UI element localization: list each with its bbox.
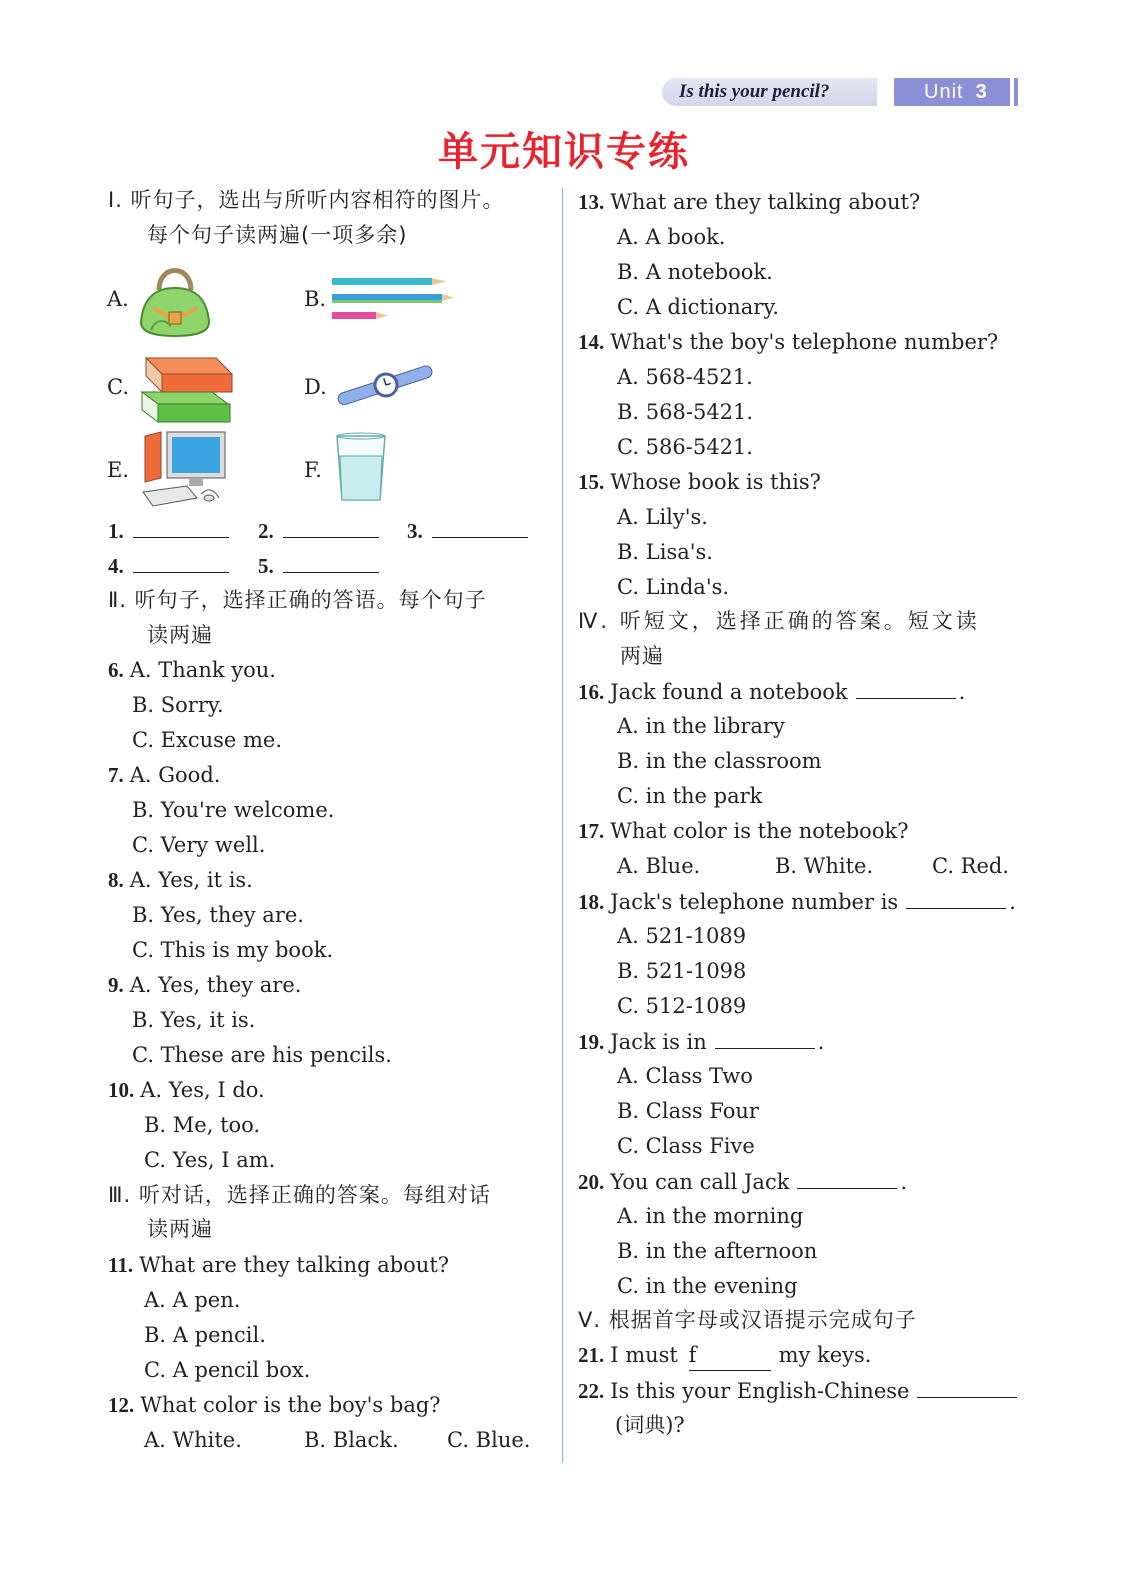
unit-number: 3 bbox=[975, 81, 988, 103]
section-5-heading: Ⅴ. 根据首字母或汉语提示完成句子 bbox=[578, 1308, 917, 1332]
question-12-option-b[interactable]: B. Black. bbox=[304, 1428, 399, 1452]
question-11: 11. What are they talking about? bbox=[108, 1253, 450, 1277]
page-title: 单元知识专练 bbox=[438, 129, 690, 175]
header-title: Is this your pencil? bbox=[662, 78, 877, 106]
question-10-option-c[interactable]: C. Yes, I am. bbox=[144, 1148, 276, 1172]
question-15-option-a[interactable]: A. Lily's. bbox=[617, 505, 708, 529]
answer-blank-2[interactable]: 2. bbox=[258, 515, 382, 546]
answer-blank-5[interactable]: 5. bbox=[258, 550, 382, 581]
answer-blank-3[interactable]: 3. bbox=[407, 515, 531, 546]
question-15-option-c[interactable]: C. Linda's. bbox=[617, 575, 730, 599]
section-1-heading-cont: 每个句子读两遍(一项多余) bbox=[147, 223, 408, 247]
question-15-option-b[interactable]: B. Lisa's. bbox=[617, 540, 713, 564]
question-13: 13. What are they talking about? bbox=[578, 190, 921, 214]
question-20-option-c[interactable]: C. in the evening bbox=[617, 1274, 798, 1298]
question-21-blank[interactable]: f bbox=[689, 1340, 771, 1371]
question-13-option-c[interactable]: C. A dictionary. bbox=[617, 295, 780, 319]
header-accent-bar bbox=[1014, 78, 1018, 106]
section-2-heading-cont: 读两遍 bbox=[147, 623, 213, 647]
picture-label-b: B. bbox=[304, 287, 327, 311]
question-19-option-b[interactable]: B. Class Four bbox=[617, 1099, 759, 1123]
question-18-option-c[interactable]: C. 512-1089 bbox=[617, 994, 747, 1018]
question-13-option-b[interactable]: B. A notebook. bbox=[617, 260, 773, 284]
question-16-option-c[interactable]: C. in the park bbox=[617, 784, 763, 808]
question-10-option-b[interactable]: B. Me, too. bbox=[144, 1113, 261, 1137]
computer-icon bbox=[137, 430, 231, 508]
question-11-option-a[interactable]: A. A pen. bbox=[144, 1288, 241, 1312]
question-18-option-a[interactable]: A. 521-1089 bbox=[617, 924, 747, 948]
question-7-option-c[interactable]: C. Very well. bbox=[132, 833, 266, 857]
question-13-option-a[interactable]: A. A book. bbox=[617, 225, 726, 249]
question-19-option-a[interactable]: A. Class Two bbox=[617, 1064, 753, 1088]
pencils-icon bbox=[330, 276, 455, 322]
question-21[interactable]: 21. I must f my keys. bbox=[578, 1340, 871, 1371]
question-8-option-a[interactable]: 8. A. Yes, it is. bbox=[108, 868, 253, 892]
question-9-option-c[interactable]: C. These are his pencils. bbox=[132, 1043, 392, 1067]
question-12: 12. What color is the boy's bag? bbox=[108, 1393, 441, 1417]
question-11-option-b[interactable]: B. A pencil. bbox=[144, 1323, 266, 1347]
question-6-option-c[interactable]: C. Excuse me. bbox=[132, 728, 283, 752]
question-18-option-b[interactable]: B. 521-1098 bbox=[617, 959, 747, 983]
question-22[interactable]: 22. Is this your English-Chinese bbox=[578, 1375, 1020, 1406]
section-4-heading: Ⅳ. 听短文，选择正确的答案。短文读 bbox=[578, 609, 980, 633]
question-19[interactable]: 19. Jack is in . bbox=[578, 1026, 824, 1057]
question-10-option-a[interactable]: 10. A. Yes, I do. bbox=[108, 1078, 265, 1102]
question-20[interactable]: 20. You can call Jack . bbox=[578, 1166, 907, 1197]
unit-badge bbox=[894, 78, 1010, 106]
question-17-option-b[interactable]: B. White. bbox=[775, 854, 874, 878]
question-8-option-c[interactable]: C. This is my book. bbox=[132, 938, 334, 962]
handbag-icon bbox=[137, 260, 213, 338]
unit-label: Unit bbox=[924, 81, 964, 103]
books-icon bbox=[138, 352, 236, 424]
picture-label-a: A. bbox=[107, 287, 129, 311]
answer-blank-1[interactable]: 1. bbox=[108, 515, 232, 546]
question-14-option-c[interactable]: C. 586-5421. bbox=[617, 435, 753, 459]
column-divider bbox=[562, 188, 563, 1463]
question-14: 14. What's the boy's telephone number? bbox=[578, 330, 999, 354]
picture-label-c: C. bbox=[107, 375, 129, 399]
question-11-option-c[interactable]: C. A pencil box. bbox=[144, 1358, 311, 1382]
question-16-option-a[interactable]: A. in the library bbox=[617, 714, 785, 738]
picture-label-e: E. bbox=[107, 458, 130, 482]
question-12-option-c[interactable]: C. Blue. bbox=[447, 1428, 531, 1452]
question-9-option-a[interactable]: 9. A. Yes, they are. bbox=[108, 973, 302, 997]
picture-label-f: F. bbox=[304, 458, 322, 482]
question-18[interactable]: 18. Jack's telephone number is . bbox=[578, 886, 1016, 917]
glass-of-water-icon bbox=[334, 430, 388, 504]
question-9-option-b[interactable]: B. Yes, it is. bbox=[132, 1008, 256, 1032]
question-7-option-b[interactable]: B. You're welcome. bbox=[132, 798, 335, 822]
question-6-option-a[interactable]: 6. A. Thank you. bbox=[108, 658, 276, 682]
question-16-option-b[interactable]: B. in the classroom bbox=[617, 749, 822, 773]
question-7-option-a[interactable]: 7. A. Good. bbox=[108, 763, 221, 787]
question-22-hint: (词典)? bbox=[615, 1413, 685, 1437]
question-15: 15. Whose book is this? bbox=[578, 470, 821, 494]
section-3-heading: Ⅲ. 听对话，选择正确的答案。每组对话 bbox=[108, 1183, 491, 1207]
section-4-heading-cont: 两遍 bbox=[620, 644, 664, 668]
question-17: 17. What color is the notebook? bbox=[578, 819, 909, 843]
section-3-heading-cont: 读两遍 bbox=[147, 1217, 213, 1241]
question-14-option-b[interactable]: B. 568-5421. bbox=[617, 400, 754, 424]
question-8-option-b[interactable]: B. Yes, they are. bbox=[132, 903, 304, 927]
section-1-heading: Ⅰ. 听句子，选出与所听内容相符的图片。 bbox=[108, 188, 505, 212]
watch-icon bbox=[334, 364, 438, 406]
question-16[interactable]: 16. Jack found a notebook . bbox=[578, 676, 965, 707]
question-6-option-b[interactable]: B. Sorry. bbox=[132, 693, 224, 717]
question-12-option-a[interactable]: A. White. bbox=[144, 1428, 242, 1452]
question-17-option-c[interactable]: C. Red. bbox=[932, 854, 1010, 878]
question-17-option-a[interactable]: A. Blue. bbox=[617, 854, 701, 878]
question-20-option-a[interactable]: A. in the morning bbox=[617, 1204, 804, 1228]
question-14-option-a[interactable]: A. 568-4521. bbox=[617, 365, 753, 389]
picture-label-d: D. bbox=[304, 375, 327, 399]
answer-blank-4[interactable]: 4. bbox=[108, 550, 232, 581]
section-2-heading: Ⅱ. 听句子，选择正确的答语。每个句子 bbox=[108, 588, 487, 612]
question-20-option-b[interactable]: B. in the afternoon bbox=[617, 1239, 818, 1263]
question-19-option-c[interactable]: C. Class Five bbox=[617, 1134, 755, 1158]
